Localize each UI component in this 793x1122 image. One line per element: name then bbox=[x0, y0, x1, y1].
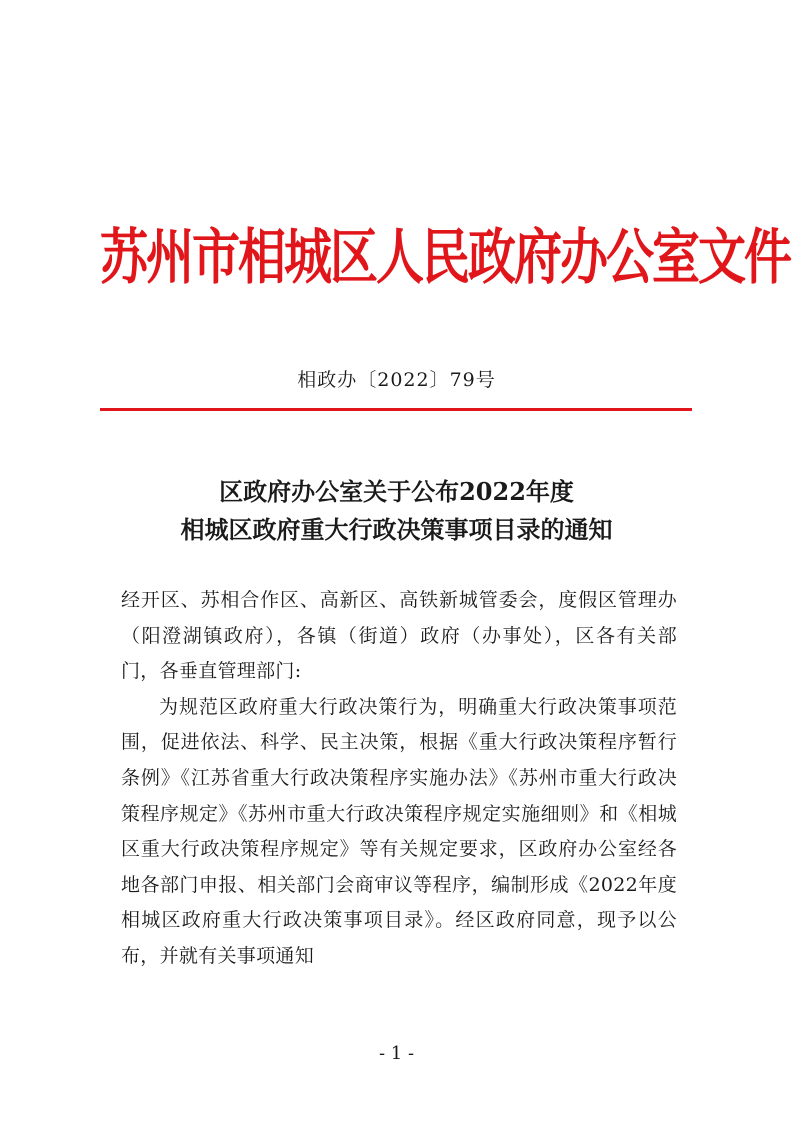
notice-body bbox=[121, 583, 677, 975]
red-divider-line bbox=[100, 408, 692, 411]
document-number: 相政办〔2022〕79号 bbox=[297, 369, 496, 391]
addressees-paragraph: 经开区、苏相合作区、高新区、高铁新城管委会，度假区管理办（阳澄湖镇政府），各镇（街道）政府（办事处），区各有关部门，各垂直管理部门: bbox=[121, 589, 677, 683]
body-paragraph: 为规范区政府重大行政决策行为，明确重大行政决策事项范围，促进依法、科学、民主决策，根据《重大行政决策程序暂行条例》《江苏省重大行政决策程序实施办法》《苏州市重大行政决策程序规定》《苏州市重大行政决策程序规定实施细则》和《相城区重大行政决策程序规定》等有关规定要求，区政府办公室经各地各部门申报、相关部门会商审议等程序，编制形成《2022年度相城区政府重大行政决策事项目录》。经区政府同意，现予以公布，并就有关事项通知 bbox=[121, 695, 677, 967]
document-masthead: 苏州市相城区人民政府办公室文件 bbox=[100, 223, 791, 293]
notice-title-line-2: 相城区政府重大行政决策事项目录的通知 bbox=[180, 515, 613, 544]
page-number: - 1 - bbox=[378, 1043, 415, 1064]
notice-title-line-1: 区政府办公室关于公布2022年度 bbox=[219, 477, 574, 506]
